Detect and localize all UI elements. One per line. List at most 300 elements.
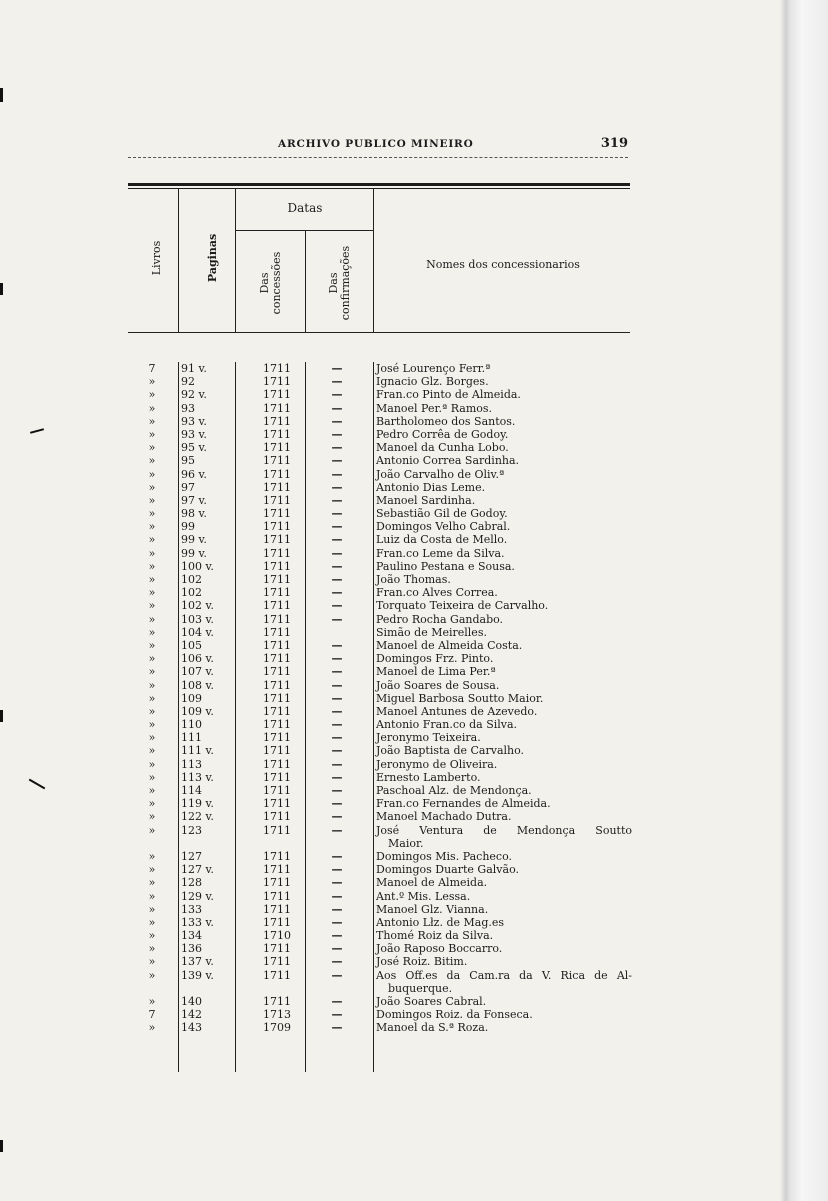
table-row: [0, 929, 828, 942]
nome-cell: Miguel Barbosa Soutto Maior.: [376, 691, 544, 705]
table-row: [0, 995, 828, 1008]
concessao-cell: 1711: [263, 876, 291, 890]
nome-cell: Fran.co Pinto de Almeida.: [376, 388, 521, 402]
table-row: [0, 1021, 828, 1034]
nome-cell: João Thomas.: [376, 573, 451, 586]
confirmacao-cell: —: [331, 480, 343, 494]
table-row: [0, 586, 828, 599]
table-row: [0, 850, 828, 863]
concessao-cell: 1711: [263, 638, 291, 652]
nome-continuation: Maior.: [388, 836, 424, 850]
pagina-cell: 97 v.: [181, 493, 207, 507]
livro-cell: »: [148, 757, 156, 771]
livro-cell: »: [148, 968, 156, 982]
livro-cell: »: [148, 915, 156, 929]
pagina-cell: 93 v.: [181, 414, 207, 428]
pagina-cell: 107 v.: [181, 665, 214, 679]
table-row: [0, 863, 828, 876]
nome-cell: João Soares Cabral.: [376, 995, 487, 1008]
pagina-cell: 96 v.: [181, 467, 207, 481]
confirmacao-cell: —: [331, 520, 343, 534]
confirmacao-cell: —: [331, 691, 343, 705]
nome-cell: Manoel Machado Dutra.: [376, 810, 512, 824]
table-row: [0, 824, 828, 837]
confirmacao-cell: —: [331, 586, 343, 600]
pagina-cell: 108 v.: [181, 678, 214, 692]
confirmacao-cell: —: [331, 744, 343, 758]
table-row-continuation: [0, 837, 828, 850]
nome-continuation: buquerque.: [388, 981, 453, 995]
concessao-cell: 1711: [263, 968, 291, 982]
pagina-cell: 92: [181, 375, 195, 389]
nome-cell: Aos Off.es da Cam.ra da V. Rica de Al-: [376, 968, 632, 982]
page-number: 319: [600, 136, 628, 151]
confirmacao-cell: —: [331, 915, 343, 929]
concessao-cell: 1711: [263, 493, 291, 507]
concessao-cell: 1711: [263, 744, 291, 758]
column-header-confirmacoes: Das confirmações: [327, 245, 352, 321]
table-row: [0, 969, 828, 982]
livro-cell: »: [148, 375, 156, 389]
concessao-cell: 1711: [263, 414, 291, 428]
concessao-cell: 1711: [263, 863, 291, 877]
table-row: [0, 744, 828, 757]
concessao-cell: 1711: [263, 467, 291, 481]
table-row: [0, 679, 828, 692]
concessao-cell: 1711: [263, 454, 291, 468]
column-header-paginas: Paginas: [206, 233, 219, 283]
confirmacao-cell: —: [331, 427, 343, 441]
table-row: [0, 375, 828, 388]
nome-cell: João Soares de Sousa.: [376, 678, 500, 692]
confirmacao-cell: —: [331, 454, 343, 468]
confirmacao-cell: —: [331, 414, 343, 428]
scan-mark: [0, 1140, 3, 1152]
confirmacao-cell: —: [331, 704, 343, 718]
livro-cell: »: [148, 467, 156, 481]
confirmacao-cell: —: [331, 401, 343, 415]
concessao-cell: 1711: [263, 942, 291, 956]
table-row: [0, 771, 828, 784]
confirmacao-cell: —: [331, 876, 343, 890]
pagina-cell: 92 v.: [181, 388, 207, 402]
table-row: [0, 916, 828, 929]
livro-cell: 7: [148, 1008, 156, 1022]
nome-cell: Antonio Correa Sardinha.: [376, 454, 520, 468]
concessao-cell: 1710: [263, 929, 291, 943]
table-row: [0, 362, 828, 375]
pagina-cell: 109 v.: [181, 704, 214, 718]
pagina-cell: 134: [181, 929, 202, 943]
page-header: [128, 138, 628, 158]
table-row: [0, 639, 828, 652]
livro-cell: »: [148, 744, 156, 758]
table-row: [0, 573, 828, 586]
pagina-cell: 99 v.: [181, 546, 207, 560]
nome-cell: José Ventura de Mendonça Soutto: [376, 823, 632, 837]
running-title: ARCHIVO PUBLICO MINEIRO: [278, 138, 474, 150]
livro-cell: »: [148, 388, 156, 402]
nome-cell: João Carvalho de Oliv.ª: [376, 467, 505, 481]
confirmacao-cell: —: [331, 968, 343, 982]
table-row: [0, 533, 828, 546]
confirmacao-cell: —: [331, 942, 343, 956]
confirmacao-cell: —: [331, 823, 343, 837]
table-row: [0, 402, 828, 415]
pagina-cell: 133: [181, 902, 202, 916]
nome-cell: Ernesto Lamberto.: [376, 770, 481, 784]
confirmacao-cell: —: [331, 573, 343, 586]
confirmacao-cell: —: [331, 665, 343, 679]
concessao-cell: 1711: [263, 586, 291, 600]
concessao-cell: 1711: [263, 652, 291, 666]
livro-cell: »: [148, 678, 156, 692]
concessao-cell: 1711: [263, 375, 291, 389]
scan-mark: [0, 88, 3, 102]
nome-cell: Antonio Fran.co da Silva.: [376, 718, 518, 732]
nome-cell: José Roiz. Bitim.: [376, 955, 468, 969]
table-row: [0, 626, 828, 639]
concessao-cell: 1711: [263, 573, 291, 586]
nome-cell: José Lourenço Ferr.ª: [376, 362, 491, 375]
table-row: [0, 955, 828, 968]
concessao-cell: 1711: [263, 427, 291, 441]
nome-cell: Luiz da Costa de Mello.: [376, 533, 508, 547]
confirmacao-cell: —: [331, 375, 343, 389]
confirmacao-cell: —: [331, 559, 343, 573]
livro-cell: »: [148, 599, 156, 613]
nome-cell: Domingos Mis. Pacheco.: [376, 849, 513, 863]
pagina-cell: 142: [181, 1008, 202, 1022]
livro-cell: »: [148, 691, 156, 705]
concessao-cell: 1711: [263, 546, 291, 560]
confirmacao-cell: —: [331, 810, 343, 824]
livro-cell: »: [148, 507, 156, 521]
livro-cell: »: [148, 573, 156, 586]
concessao-cell: 1711: [263, 995, 291, 1008]
livro-cell: »: [148, 876, 156, 890]
table-row: [0, 481, 828, 494]
livro-cell: »: [148, 797, 156, 811]
concessao-cell: 1711: [263, 665, 291, 679]
confirmacao-cell: —: [331, 849, 343, 863]
concessao-cell: 1711: [263, 810, 291, 824]
pagina-cell: 100 v.: [181, 559, 214, 573]
table-row: [0, 665, 828, 678]
pagina-cell: 111: [181, 731, 202, 745]
nome-cell: Manoel de Almeida Costa.: [376, 638, 523, 652]
nome-cell: Sebastião Gil de Godoy.: [376, 507, 508, 521]
table-row: [0, 468, 828, 481]
livro-cell: »: [148, 665, 156, 679]
table-row: [0, 547, 828, 560]
table-row: [0, 810, 828, 823]
concessao-cell: 1713: [263, 1008, 291, 1022]
nome-cell: Manoel de Almeida.: [376, 876, 488, 890]
livro-cell: »: [148, 638, 156, 652]
confirmacao-cell: —: [331, 493, 343, 507]
pagina-cell: 95: [181, 454, 195, 468]
nome-cell: Thomé Roiz da Silva.: [376, 929, 494, 943]
header-bottom-rule: [128, 332, 630, 333]
table-row: [0, 454, 828, 467]
concessao-cell: 1711: [263, 533, 291, 547]
pagina-cell: 99 v.: [181, 533, 207, 547]
livro-cell: »: [148, 731, 156, 745]
livro-cell: »: [148, 784, 156, 797]
table-row: [0, 876, 828, 889]
table-row: [0, 652, 828, 665]
livro-cell: »: [148, 902, 156, 916]
confirmacao-cell: —: [331, 955, 343, 969]
nome-cell: Domingos Velho Cabral.: [376, 520, 511, 534]
confirmacao-cell: —: [331, 533, 343, 547]
confirmacao-cell: —: [331, 678, 343, 692]
livro-cell: »: [148, 441, 156, 455]
livro-cell: 7: [148, 362, 156, 375]
concessao-cell: 1711: [263, 441, 291, 455]
nome-cell: Jeronymo de Oliveira.: [376, 757, 498, 771]
concessao-cell: 1711: [263, 784, 291, 797]
nome-cell: Manoel Glz. Vianna.: [376, 902, 489, 916]
livro-cell: »: [148, 493, 156, 507]
concessao-cell: 1711: [263, 915, 291, 929]
concessao-cell: 1709: [263, 1021, 291, 1035]
nome-cell: Manoel da S.ª Roza.: [376, 1021, 489, 1035]
nome-cell: Domingos Frz. Pinto.: [376, 652, 494, 666]
concessao-cell: 1711: [263, 902, 291, 916]
confirmacao-cell: —: [331, 889, 343, 903]
nome-cell: Ant.º Mis. Lessa.: [376, 889, 471, 903]
pagina-cell: 106 v.: [181, 652, 214, 666]
confirmacao-cell: —: [331, 995, 343, 1008]
livro-cell: »: [148, 559, 156, 573]
nome-cell: Domingos Roiz. da Fonseca.: [376, 1008, 533, 1022]
pagina-cell: 128: [181, 876, 202, 890]
pagina-cell: 99: [181, 520, 195, 534]
table-body: [0, 362, 828, 1035]
pagina-cell: 104 v.: [181, 625, 214, 639]
column-header-datas: Datas: [287, 201, 323, 215]
confirmacao-cell: —: [331, 599, 343, 613]
table-row: [0, 507, 828, 520]
confirmacao-cell: —: [331, 638, 343, 652]
livro-cell: »: [148, 414, 156, 428]
pagina-cell: 97: [181, 480, 195, 494]
concessao-cell: 1711: [263, 388, 291, 402]
nome-cell: Fran.co Leme da Silva.: [376, 546, 505, 560]
concessao-cell: 1711: [263, 507, 291, 521]
concessao-cell: 1711: [263, 599, 291, 613]
livro-cell: »: [148, 995, 156, 1008]
nome-cell: Pedro Corrêa de Godoy.: [376, 427, 509, 441]
table-top-rule-thin: [128, 188, 630, 189]
nome-cell: Domingos Duarte Galvão.: [376, 863, 519, 877]
nome-cell: Manoel de Lima Per.ª: [376, 665, 496, 679]
nome-cell: Manoel Antunes de Azevedo.: [376, 704, 538, 718]
nome-cell: Manoel Per.ª Ramos.: [376, 401, 493, 415]
nome-cell: Antonio Lłz. de Mag.es: [376, 915, 505, 929]
table-row: [0, 1008, 828, 1021]
pagina-cell: 93 v.: [181, 427, 207, 441]
livro-cell: »: [148, 520, 156, 534]
nome-cell: Fran.co Fernandes de Almeida.: [376, 797, 551, 811]
concessao-cell: 1711: [263, 520, 291, 534]
concessao-cell: 1711: [263, 480, 291, 494]
table-top-rule: [128, 183, 630, 186]
nome-cell: Paschoal Alz. de Mendonça.: [376, 784, 532, 797]
livro-cell: »: [148, 718, 156, 732]
column-divider: [305, 230, 306, 333]
pagina-cell: 93: [181, 401, 195, 415]
livro-cell: »: [148, 625, 156, 639]
column-divider: [178, 188, 179, 333]
livro-cell: »: [148, 770, 156, 784]
table-row: [0, 731, 828, 744]
pagina-cell: 119 v.: [181, 797, 214, 811]
pagina-cell: 129 v.: [181, 889, 214, 903]
pagina-cell: 103 v.: [181, 612, 214, 626]
pagina-cell: 123: [181, 823, 202, 837]
concessao-cell: 1711: [263, 770, 291, 784]
nome-cell: Antonio Dias Leme.: [376, 480, 486, 494]
nome-cell: Simão de Meirelles.: [376, 625, 487, 639]
livro-cell: »: [148, 823, 156, 837]
confirmacao-cell: —: [331, 757, 343, 771]
column-header-livros: Livros: [150, 240, 163, 276]
concessao-cell: 1711: [263, 955, 291, 969]
concessao-cell: 1711: [263, 559, 291, 573]
table-row: [0, 758, 828, 771]
livro-cell: »: [148, 401, 156, 415]
pagina-cell: 109: [181, 691, 202, 705]
nome-cell: Torquato Teixeira de Carvalho.: [376, 599, 549, 613]
livro-cell: »: [148, 942, 156, 956]
concessao-cell: 1711: [263, 678, 291, 692]
confirmacao-cell: —: [331, 731, 343, 745]
confirmacao-cell: —: [331, 362, 343, 375]
pagina-cell: 105: [181, 638, 202, 652]
pagina-cell: 91 v.: [181, 362, 207, 375]
confirmacao-cell: —: [331, 902, 343, 916]
livro-cell: »: [148, 863, 156, 877]
table-row: [0, 428, 828, 441]
livro-cell: »: [148, 427, 156, 441]
livro-cell: »: [148, 652, 156, 666]
nome-cell: Bartholomeo dos Santos.: [376, 414, 516, 428]
header-rule: [128, 157, 628, 158]
confirmacao-cell: —: [331, 770, 343, 784]
nome-cell: Pedro Rocha Gandabo.: [376, 612, 504, 626]
confirmacao-cell: —: [331, 863, 343, 877]
pagina-cell: 111 v.: [181, 744, 214, 758]
confirmacao-cell: —: [331, 388, 343, 402]
concessao-cell: 1711: [263, 823, 291, 837]
table-row: [0, 784, 828, 797]
table-row: [0, 718, 828, 731]
pagina-cell: 110: [181, 718, 202, 732]
table-row: [0, 797, 828, 810]
confirmacao-cell: —: [331, 929, 343, 943]
confirmacao-cell: —: [331, 612, 343, 626]
livro-cell: »: [148, 1021, 156, 1035]
pagina-cell: 102: [181, 573, 202, 586]
livro-cell: »: [148, 612, 156, 626]
nome-cell: João Baptista de Carvalho.: [376, 744, 525, 758]
column-header-concessoes: Das concessões: [258, 251, 283, 315]
column-header-nomes: Nomes dos concessionarios: [426, 258, 580, 271]
table-row: [0, 903, 828, 916]
concessao-cell: 1711: [263, 797, 291, 811]
nome-cell: Manoel Sardinha.: [376, 493, 476, 507]
pagina-cell: 114: [181, 784, 202, 797]
confirmacao-cell: —: [331, 797, 343, 811]
table-row: [0, 890, 828, 903]
pagina-cell: 102: [181, 586, 202, 600]
confirmacao-cell: —: [331, 652, 343, 666]
table-row: [0, 494, 828, 507]
confirmacao-cell: —: [331, 1008, 343, 1022]
table-row: [0, 705, 828, 718]
concessao-cell: 1711: [263, 757, 291, 771]
confirmacao-cell: —: [331, 1021, 343, 1035]
livro-cell: »: [148, 955, 156, 969]
table-row: [0, 560, 828, 573]
confirmacao-cell: —: [331, 718, 343, 732]
concessao-cell: 1711: [263, 731, 291, 745]
table-row-continuation: [0, 982, 828, 995]
livro-cell: »: [148, 586, 156, 600]
table-row: [0, 388, 828, 401]
pagina-cell: 139 v.: [181, 968, 214, 982]
table-row: [0, 441, 828, 454]
confirmacao-cell: —: [331, 507, 343, 521]
table-row: [0, 520, 828, 533]
nome-cell: Fran.co Alves Correa.: [376, 586, 498, 600]
concessao-cell: 1711: [263, 718, 291, 732]
nome-cell: Ignacio Glz. Borges.: [376, 375, 489, 389]
pagina-cell: 137 v.: [181, 955, 214, 969]
concessao-cell: 1711: [263, 362, 291, 375]
confirmacao-cell: —: [331, 467, 343, 481]
scan-mark: [0, 283, 3, 295]
pagina-cell: 98 v.: [181, 507, 207, 521]
livro-cell: »: [148, 480, 156, 494]
table-row: [0, 415, 828, 428]
concessao-cell: 1711: [263, 625, 291, 639]
livro-cell: »: [148, 849, 156, 863]
pagina-cell: 136: [181, 942, 202, 956]
pagina-cell: 127: [181, 849, 202, 863]
nome-cell: Manoel da Cunha Lobo.: [376, 441, 509, 455]
confirmacao-cell: —: [331, 441, 343, 455]
table-row: [0, 942, 828, 955]
livro-cell: »: [148, 454, 156, 468]
livro-cell: »: [148, 889, 156, 903]
pagina-cell: 143: [181, 1021, 202, 1035]
livro-cell: »: [148, 929, 156, 943]
table-row: [0, 613, 828, 626]
livro-cell: »: [148, 546, 156, 560]
table-row: [0, 692, 828, 705]
pagina-cell: 113: [181, 757, 202, 771]
nome-cell: Jeronymo Teixeira.: [376, 731, 481, 745]
pagina-cell: 127 v.: [181, 863, 214, 877]
concessao-cell: 1711: [263, 704, 291, 718]
pagina-cell: 102 v.: [181, 599, 214, 613]
concessao-cell: 1711: [263, 612, 291, 626]
concessao-cell: 1711: [263, 691, 291, 705]
